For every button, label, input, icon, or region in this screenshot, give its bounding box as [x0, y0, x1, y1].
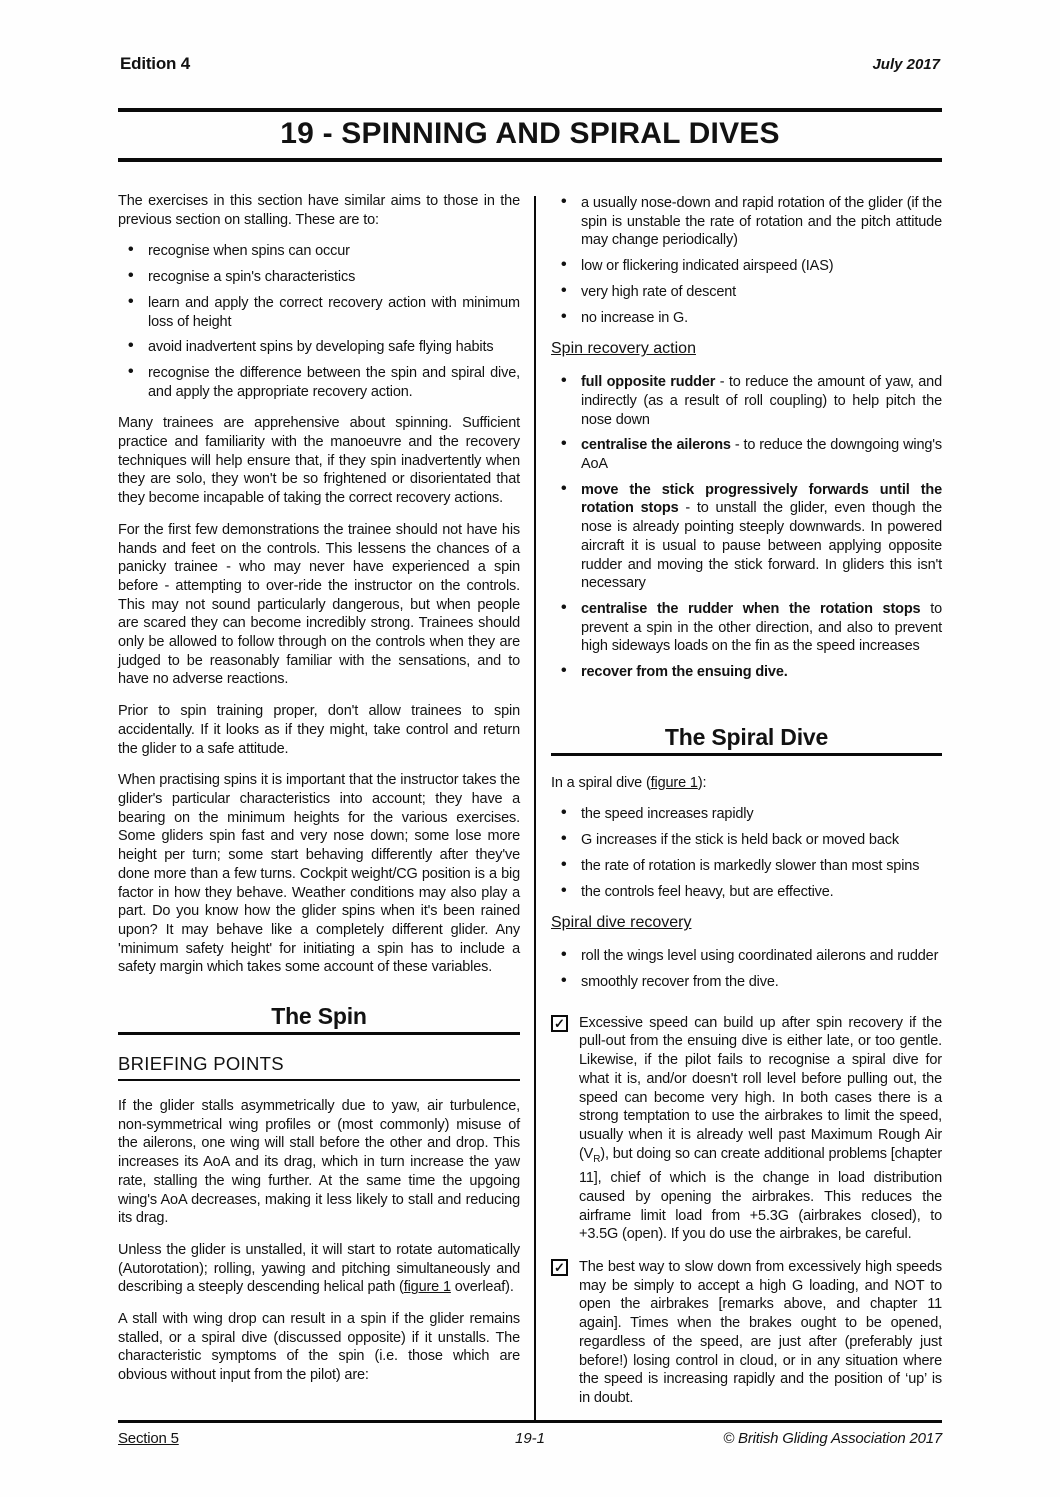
list-item: • avoid inadvertent spins by developing safe flying habits: [118, 338, 520, 357]
list-item: • recognise when spins can occur: [118, 242, 520, 261]
intro-paragraph: The exercises in this section have similar aims to those in the previous section on stalling. These are to:: [118, 193, 520, 228]
chapter-title: 19 - SPINNING AND SPIRAL DIVES: [280, 117, 780, 150]
two-column-body: [118, 192, 942, 1422]
list-item: [551, 436, 942, 473]
heading-rule: [118, 1079, 520, 1081]
paragraph-text: overleaf).: [450, 1279, 514, 1296]
note-item: [551, 1258, 942, 1408]
list-item: • roll the wings level using coordinated ailerons and rudder: [551, 947, 942, 966]
note-subscript: R: [593, 1153, 601, 1165]
aims-list: [118, 242, 520, 401]
right-column: [551, 192, 942, 1422]
list-item: • the rate of rotation is markedly slower than most spins: [551, 857, 942, 876]
paragraph: When practising spins it is important that the instructor takes the glider's particular characteristics into account; they have a bearing on the minimum heights for the various exercises. Some gliders spin fast and very nose down; some lose more height per turn; some start behaving differently after they've done more than a few turns. Cockpit weight/CG position is a big factor in how they behave. Weather conditions may also play a part. Do you know how the glider spins when it's been rained upon? It may behave like a completely different glider. Any 'minimum safety height' for initiating a spin has to include a safety margin which takes some account of these variables.: [118, 772, 520, 976]
footer-copyright: © British Gliding Association 2017: [723, 1430, 943, 1447]
checked-checkbox-icon: ✓: [551, 1259, 568, 1276]
list-item: [551, 481, 942, 593]
list-item: • a usually nose-down and rapid rotation of the glider (if the spin is unstable the rate of rotation and the pitch attitude may change periodically): [551, 194, 942, 250]
note-text-post: ), but doing so can create additional problems [chapter 11], chief of which is the change in load distribution caused by opening the airbrakes. This reduces the airframe limit load from +5.3G (airbrakes closed), to +3.5G (open). If you do use the airbrakes, be careful.: [579, 1145, 942, 1243]
list-item: • no increase in G.: [551, 309, 942, 328]
briefing-points-heading: BRIEFING POINTS: [118, 1053, 284, 1075]
list-item: • smoothly recover from the dive.: [551, 973, 942, 992]
list-item: • very high rate of descent: [551, 283, 942, 302]
spiral-recovery-list: [551, 947, 942, 991]
list-item: • low or flickering indicated airspeed (IAS): [551, 257, 942, 276]
list-item: • learn and apply the correct recovery action with minimum loss of height: [118, 294, 520, 331]
date-label: July 2017: [872, 56, 940, 73]
step-text: - to unstall the glider, even though the nose is already pointing steeply downwards. In powered aircraft it is usual to pause between applying opposite rudder and moving the stick forward. In gliders this isn't necessary: [581, 500, 942, 592]
step-bold: move the stick progressively forwards until the rotation stops: [581, 481, 942, 517]
paragraph: [551, 774, 942, 793]
paragraph: Many trainees are apprehensive about spinning. Sufficient practice and familiarity with the manoeuvre and the recovery techniques will help ensure that, if they spin inadvertently when they are solo, they won't be so frightened or disorientated that they become incapable of taking the correct recovery actions.: [118, 415, 520, 507]
list-item: • G increases if the stick is held back or moved back: [551, 831, 942, 850]
note-text-pre: Excessive speed can build up after spin recovery if the pull-out from the ensuing dive is either late, or too gentle. Likewise, if the pilot fails to recognise a spiral dive for what it is, and/or doesn't roll level before pulling out, the speed can become very high. In both cases there is a strong temptation to use the airbrakes to limit the speed, usually when it is already well past Maximum Rough Air (V: [579, 1014, 942, 1162]
list-item: • recognise a spin's characteristics: [118, 268, 520, 287]
column-divider: [534, 196, 536, 1422]
paragraph: [118, 1241, 520, 1297]
step-bold: recover from the ensuing dive.: [581, 664, 788, 681]
footer-page-number: 19-1: [514, 1430, 546, 1447]
list-item: [551, 663, 942, 682]
step-bold: full opposite rudder: [581, 374, 716, 391]
list-item: [551, 373, 942, 429]
step-bold: centralise the rudder when the rotation stops: [581, 600, 921, 617]
edition-label: Edition 4: [120, 54, 190, 73]
list-item: [551, 600, 942, 656]
paragraph: Prior to spin training proper, don't allow trainees to spin accidentally. If it looks as if they might, take control and return the glider to a safe attitude.: [118, 703, 520, 757]
spin-symptoms-list: [551, 194, 942, 327]
step-text: - to reduce the downgoing wing's AoA: [581, 437, 943, 473]
checked-checkbox-icon: ✓: [551, 1015, 568, 1032]
step-text: to prevent a spin in the other direction, and also to prevent high sideways loads on the fin as the speed increases: [581, 600, 942, 655]
heading-rule: [551, 753, 942, 756]
note-text: [579, 1014, 942, 1244]
paragraph-text: In a spiral dive (: [551, 774, 651, 791]
step-text: - to reduce the amount of yaw, and indirectly (as a result of roll coupling) to help pitch the nose down: [581, 374, 942, 428]
spiral-recovery-heading: Spiral dive recovery: [551, 914, 692, 932]
section-heading-the-spin: The Spin: [271, 1003, 367, 1030]
section-heading-spiral-dive: The Spiral Dive: [664, 723, 829, 750]
chapter-title-block: [118, 108, 942, 162]
list-item: • the speed increases rapidly: [551, 805, 942, 824]
figure-1-link[interactable]: figure 1: [403, 1279, 451, 1296]
paragraph-text: Unless the glider is unstalled, it will start to rotate automatically (Autorotation); rolling, yawing and pitching simultaneously and describing a steeply descending helical path (: [118, 1241, 520, 1296]
left-column: [118, 192, 520, 1422]
paragraph-text: ):: [697, 774, 707, 791]
note-text: The best way to slow down from excessively high speeds may be simply to accept a high G loading, and NOT to open the airbrakes [remarks above, and chapter 11 again]. Times when the brakes ought to be opened, regardless of the speed, are just after (preferably just before!) losing control in cloud, or in any situation where the speed is increasing rapidly and the position of ‘up’ is in doubt.: [579, 1259, 942, 1406]
paragraph: If the glider stalls asymmetrically due to yaw, air turbulence, non-symmetrical wing profiles or (most commonly) misuse of the ailerons, one wing will stall before the other and drop. This increases its AoA and its drag, which in turn increase the yaw rate, stalling the wing further. At the same time the upgoing wing's AoA decreases, making it less likely to stall and reducing its drag.: [118, 1098, 520, 1227]
spin-recovery-list: [551, 373, 942, 682]
footer-section-link[interactable]: Section 5: [118, 1430, 179, 1447]
note-item: [551, 1014, 942, 1244]
heading-rule: [118, 1032, 520, 1035]
spiral-symptoms-list: [551, 805, 942, 901]
page-header: [0, 0, 1060, 74]
paragraph: A stall with wing drop can result in a spin if the glider remains stalled, or a spiral dive (discussed opposite) if it unstalls. The characteristic symptoms of the spin (i.e. those which are obvious without input from the pilot) are:: [118, 1311, 520, 1384]
list-item: • recognise the difference between the spin and spiral dive, and apply the appropriate recovery action.: [118, 364, 520, 401]
page-footer: [118, 1420, 942, 1447]
spin-recovery-heading: Spin recovery action: [551, 340, 696, 358]
list-item: • the controls feel heavy, but are effective.: [551, 883, 942, 902]
paragraph: For the first few demonstrations the trainee should not have his hands and feet on the controls. This lessens the chances of a panicky trainee - who may never have experienced a spin before - attempting to over-ride the instructor on the controls. This may not sound particularly dangerous, but when people are scared they can become incredibly strong. Trainees should only be allowed to follow through on the controls when they are judged to be reasonably familiar with the sensations, and to have no adverse reactions.: [118, 521, 520, 688]
figure-1-link[interactable]: figure 1: [650, 774, 698, 791]
step-bold: centralise the ailerons: [581, 437, 731, 454]
